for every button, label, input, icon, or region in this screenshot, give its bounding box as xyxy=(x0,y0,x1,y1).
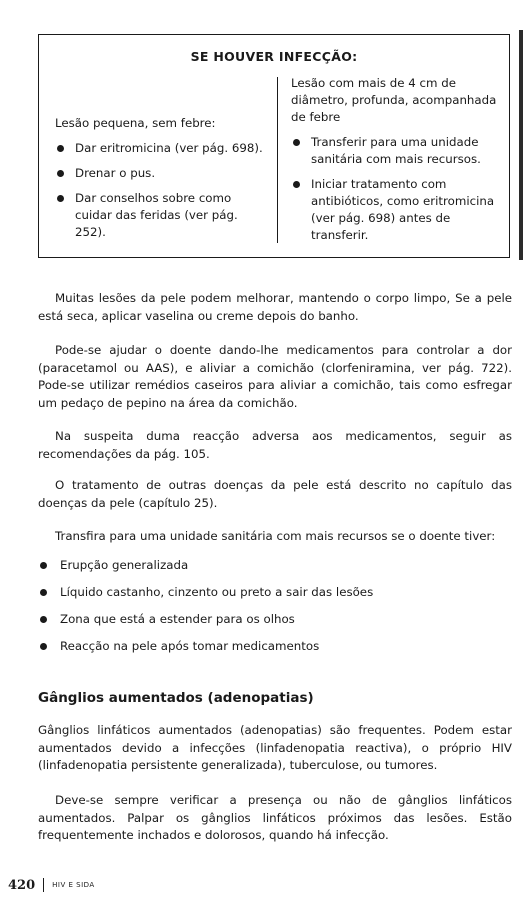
paragraph-skin-care: Muitas lesões da pele podem melhorar, mantendo o corpo limpo, Se a pele está seca, aplicar vaselina ou creme depois do banho. xyxy=(38,291,512,323)
left-column-list xyxy=(55,140,265,241)
paragraph-pain-itch: Pode-se ajudar o doente dando-lhe medicamentos para controlar a dor (paracetamol ou AAS), e aliviar a comichão (clorfeniramina, ver pág. 722). Pode-se utilizar remédios caseiros para aliviar a comichão, tais como esfregar um pedaço de pepino na área da comichão. xyxy=(38,343,512,410)
left-column-heading: Lesão pequena, sem febre: xyxy=(55,116,216,130)
section-heading: Gânglios aumentados (adenopatias) xyxy=(38,690,314,706)
paragraph-lymph-check: Deve-se sempre verificar a presença ou não de gânglios linfáticos aumentados. Palpar os gânglios linfáticos próximos das lesões. Estão frequentemente inchados e dolorosos, quando há infecção. xyxy=(38,793,512,842)
footer-divider xyxy=(43,878,44,892)
list-item: Dar conselhos sobre como cuidar das feridas (ver pág. 252). xyxy=(55,190,265,241)
running-head: HIV E SIDA xyxy=(52,881,95,889)
list-item: Zona que está a estender para os olhos xyxy=(38,611,512,638)
list-item: Líquido castanho, cinzento ou preto a sair das lesões xyxy=(38,584,512,611)
transfer-criteria-list xyxy=(38,557,512,665)
list-item: Iniciar tratamento com antibióticos, como eritromicina (ver pág. 698) antes de transferir. xyxy=(291,176,503,244)
right-column-list xyxy=(291,134,503,244)
paragraph-transfer-intro: Transfira para uma unidade sanitária com mais recursos se o doente tiver: xyxy=(55,529,496,543)
page-number: 420 xyxy=(8,877,36,893)
infection-info-box xyxy=(38,34,510,258)
paragraph-lymph-nodes: Gânglios linfáticos aumentados (adenopatias) são frequentes. Podem estar aumentados devido a infecções (linfadenopatia reactiva), o próprio HIV (linfadenopatia persistente generalizada), tuberculose, ou tumores. xyxy=(38,723,512,772)
right-column-heading: Lesão com mais de 4 cm de diâmetro, profunda, acompanhada de febre xyxy=(291,76,497,124)
paragraph-adverse-reaction: Na suspeita duma reacção adversa aos medicamentos, seguir as recomendações da pág. 105. xyxy=(38,429,512,461)
info-box-title: SE HOUVER INFECÇÃO: xyxy=(190,49,358,64)
paragraph-other-diseases: O tratamento de outras doenças da pele está descrito no capítulo das doenças da pele (capítulo 25). xyxy=(38,478,512,510)
info-box-right-column xyxy=(291,75,503,252)
list-item: Drenar o pus. xyxy=(55,165,265,182)
info-box-divider xyxy=(277,77,278,243)
info-box-left-column xyxy=(55,115,265,249)
list-item: Reacção na pele após tomar medicamentos xyxy=(38,638,512,665)
page-edge-bar xyxy=(519,30,523,260)
page-footer xyxy=(8,876,95,894)
list-item: Transferir para uma unidade sanitária com mais recursos. xyxy=(291,134,503,168)
list-item: Erupção generalizada xyxy=(38,557,512,584)
list-item: Dar eritromicina (ver pág. 698). xyxy=(55,140,265,157)
